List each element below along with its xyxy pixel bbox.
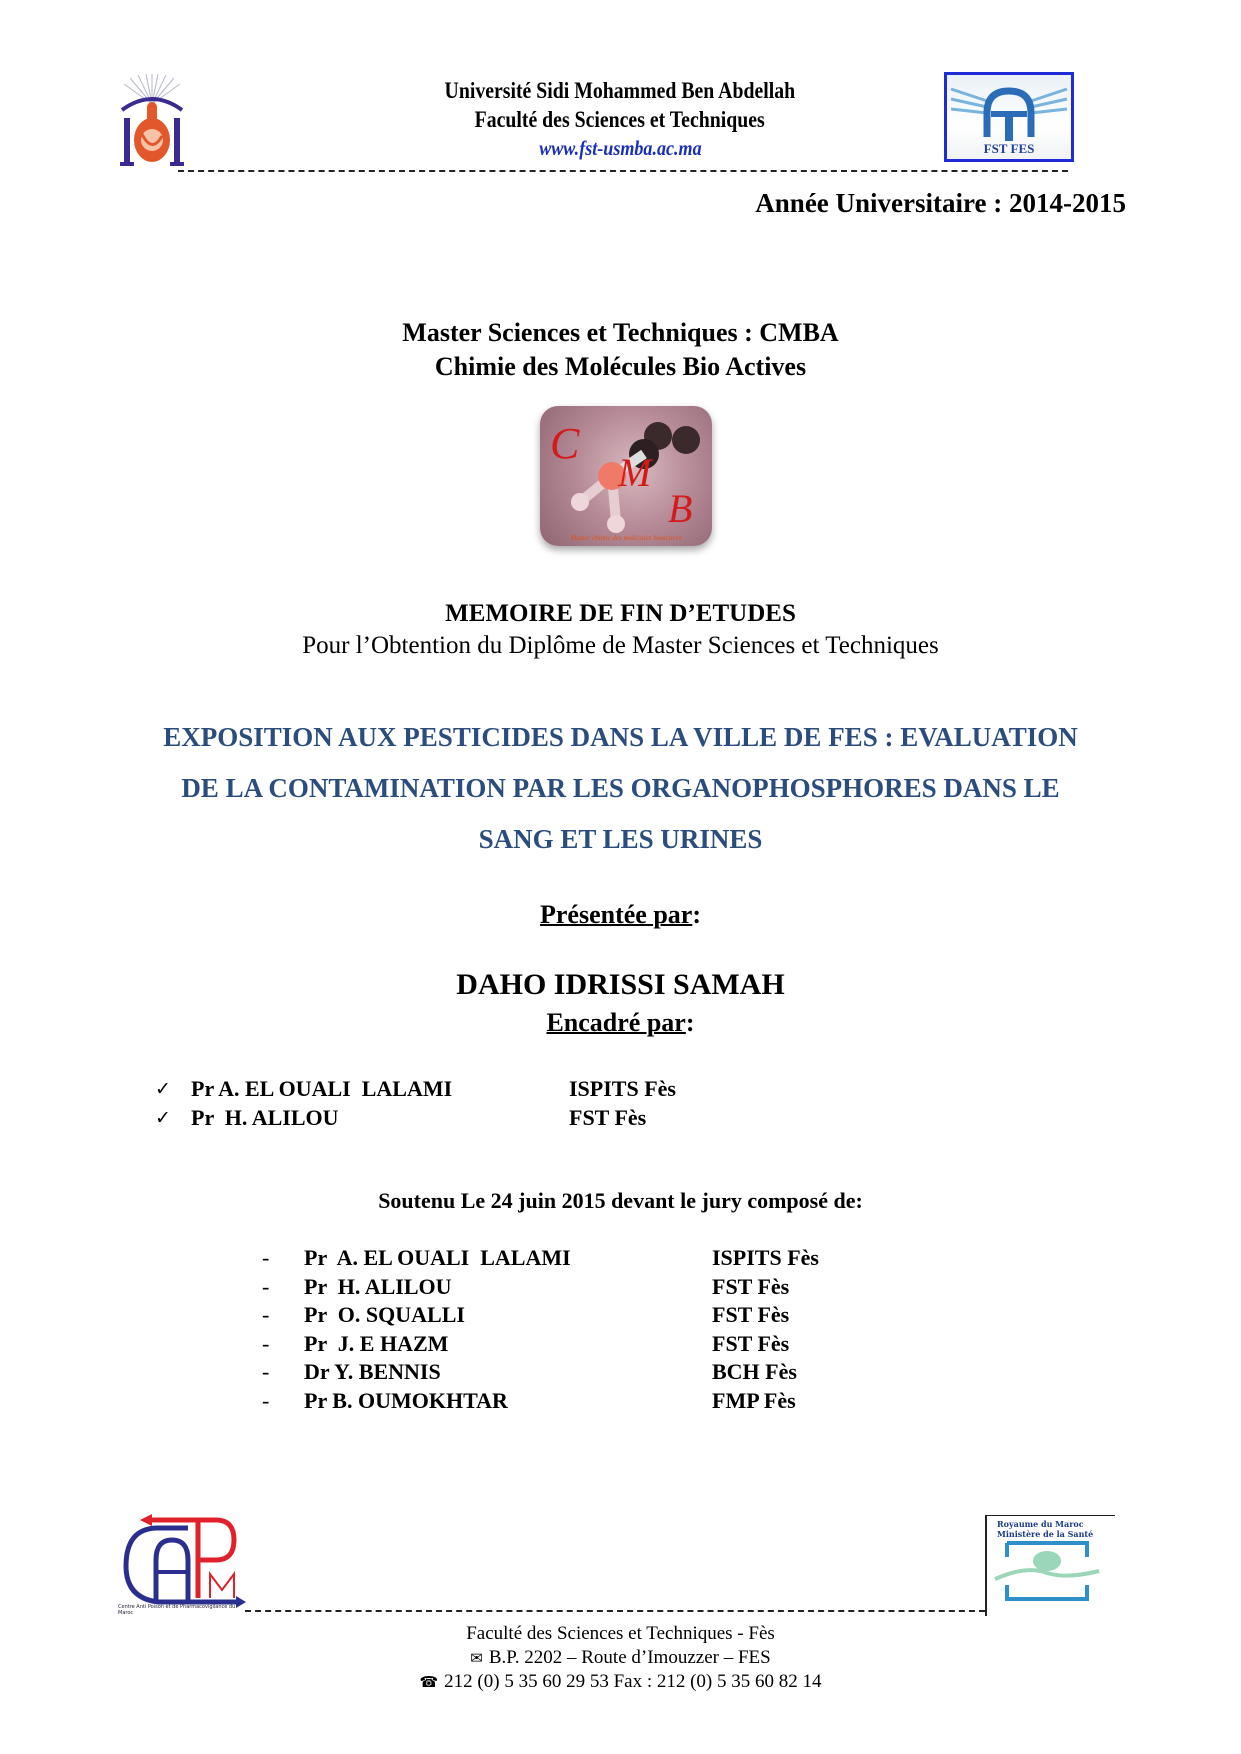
university-name: Université Sidi Mohammed Ben Abdellah (444, 78, 796, 103)
supervisor-list (155, 1074, 676, 1132)
jury-member (262, 1358, 819, 1387)
svg-text:B: B (668, 486, 693, 531)
supervised-by-label: Encadré par: (546, 1008, 695, 1037)
jury-institution: FST Fès (712, 1273, 790, 1299)
jury-member (262, 1301, 819, 1330)
supervisor-name: Pr A. EL OUALI LALAMI (191, 1075, 453, 1101)
master-title: Master Sciences et Techniques : CMBA (402, 318, 839, 347)
bullet-dash: - (262, 1302, 270, 1328)
bullet-dash: - (262, 1387, 270, 1413)
bullet-dash: - (262, 1330, 270, 1356)
bullet-dash: - (262, 1273, 270, 1299)
supervisor-institution: ISPITS Fès (569, 1075, 676, 1101)
jury-institution: FMP Fès (712, 1387, 796, 1413)
jury-institution: ISPITS Fès (712, 1245, 819, 1271)
memoire-title: MEMOIRE DE FIN D’ETUDES (445, 600, 796, 627)
thesis-title-line: DE LA CONTAMINATION PAR LES ORGANOPHOSPHORES DANS LE (181, 773, 1060, 803)
svg-text:M: M (618, 450, 652, 495)
cmb-logo (540, 406, 712, 546)
capm-logo (118, 1510, 248, 1610)
ministere-line2: Ministère de la Santé (997, 1529, 1094, 1539)
thesis-title-line: SANG ET LES URINES (478, 824, 763, 854)
jury-list (262, 1244, 819, 1415)
footer-contact (0, 1622, 1241, 1694)
check-icon: ✓ (155, 1106, 171, 1129)
presented-by-label: Présentée par: (540, 900, 701, 929)
faculty-name: Faculté des Sciences et Techniques (474, 107, 766, 132)
jury-institution: BCH Fès (712, 1359, 797, 1385)
check-icon: ✓ (155, 1077, 171, 1100)
jury-member (262, 1244, 819, 1273)
svg-text:Master chimie des molécules bi: Master chimie des molécules bioactives (570, 534, 682, 542)
header-divider (178, 170, 1068, 172)
bullet-dash: - (262, 1359, 270, 1385)
phone-icon: ☎ (419, 1673, 439, 1691)
jury-name: Pr J. E HAZM (304, 1330, 449, 1356)
mail-icon: ✉ (470, 1649, 483, 1667)
footer-address: ✉ B.P. 2202 – Route d’Imouzzer – FES (470, 1647, 771, 1668)
academic-year: Année Universitaire : 2014-2015 (755, 188, 1126, 218)
jury-name: Dr Y. BENNIS (304, 1359, 441, 1385)
institution-header (300, 76, 940, 162)
supervisor-institution: FST Fès (569, 1104, 647, 1130)
jury-institution: FST Fès (712, 1302, 790, 1328)
jury-member (262, 1330, 819, 1359)
student-name: DAHO IDRISSI SAMAH (456, 968, 785, 1001)
jury-name: Pr O. SQUALLI (304, 1302, 465, 1328)
jury-member (262, 1387, 819, 1416)
supervisor-item (155, 1103, 676, 1132)
supervisor-item (155, 1074, 676, 1103)
defense-statement: Soutenu Le 24 juin 2015 devant le jury composé de: (378, 1188, 863, 1213)
svg-text:FST FES: FST FES (983, 141, 1035, 156)
master-program (0, 316, 1241, 384)
university-emblem-logo (118, 74, 186, 170)
thesis-title-line: EXPOSITION AUX PESTICIDES DANS LA VILLE DE FES : EVALUATION (163, 722, 1078, 752)
jury-institution: FST Fès (712, 1330, 790, 1356)
ministere-sante-logo (985, 1515, 1115, 1616)
jury-name: Pr B. OUMOKHTAR (304, 1387, 508, 1413)
footer-phone: ☎ 212 (0) 5 35 60 29 53 Fax : 212 (0) 5 35 60 82 14 (419, 1671, 822, 1692)
bullet-dash: - (262, 1245, 270, 1271)
jury-name: Pr A. EL OUALI LALAMI (304, 1245, 571, 1271)
jury-name: Pr H. ALILOU (304, 1273, 452, 1299)
footer-faculty: Faculté des Sciences et Techniques - Fès (466, 1623, 775, 1644)
fst-fes-logo (944, 72, 1074, 162)
svg-text:C: C (550, 419, 580, 468)
footer-divider (245, 1610, 985, 1612)
master-subtitle: Chimie des Molécules Bio Actives (434, 352, 807, 381)
memoire-subtitle: Pour l’Obtention du Diplôme de Master Sciences et Techniques (302, 632, 939, 659)
capm-caption: Centre Anti Poison et de Pharmacovigilance du Maroc (118, 1604, 236, 1616)
website-link[interactable]: www.fst-usmba.ac.ma (538, 136, 702, 160)
ministere-line1: Royaume du Maroc (997, 1519, 1084, 1529)
jury-member (262, 1273, 819, 1302)
supervisor-name: Pr H. ALILOU (191, 1104, 339, 1130)
thesis-title (110, 712, 1131, 865)
